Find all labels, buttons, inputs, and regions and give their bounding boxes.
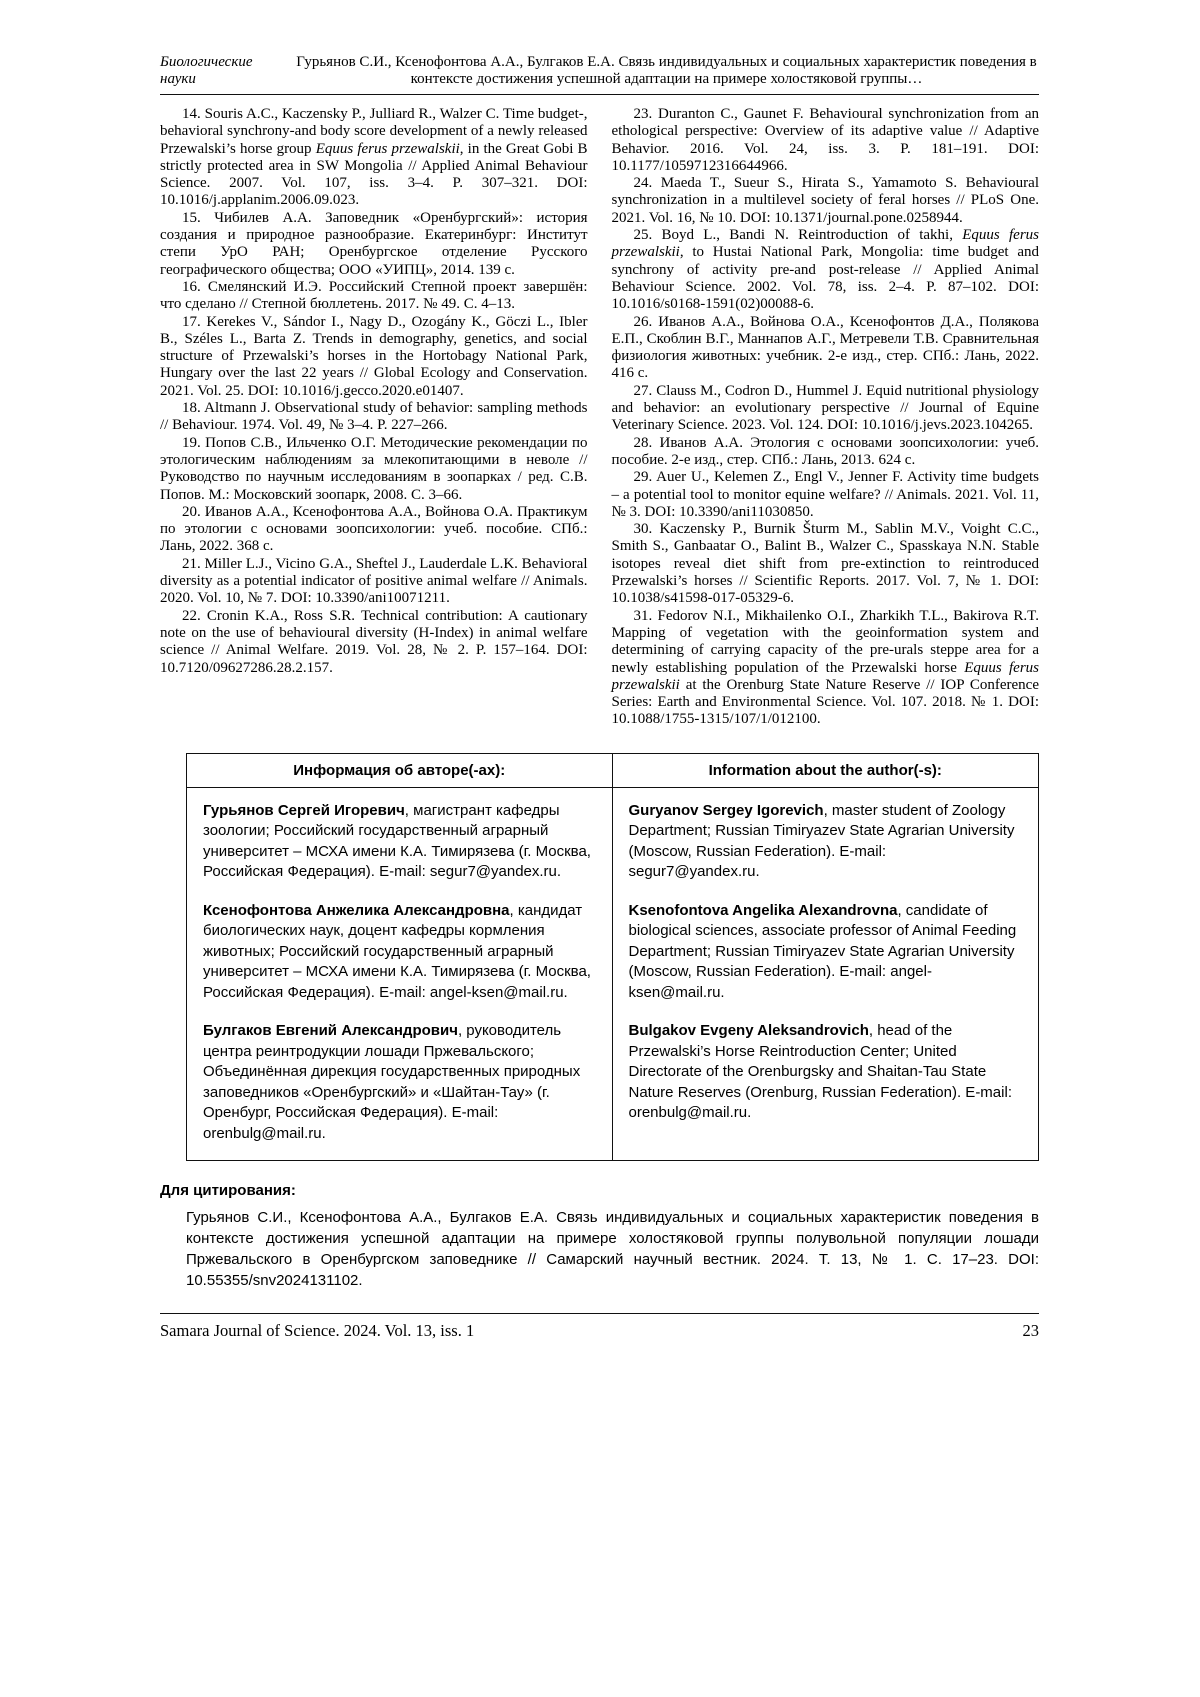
authors-info-table <box>186 753 1039 1162</box>
reference-item: 18. Altmann J. Observational study of behavior: sampling methods // Behaviour. 1974. Vol. 49, № 3–4. P. 227–266. <box>160 400 588 434</box>
running-head-title: Гурьянов С.И., Ксенофонтова А.А., Булгаков Е.А. Связь индивидуальных и социальных характеристик поведения в контексте достижения успешной адаптации на примере холостяковой группы… <box>296 54 1037 87</box>
reference-item: 15. Чибилев А.А. Заповедник «Оренбургский»: история создания и природное разнообразие. Екатеринбург: Институт степи УрО РАН; Оренбургское отделение Русского географического общества; ООО «УИПЦ», 2014. 139 с. <box>160 209 588 278</box>
references-section <box>160 106 1039 729</box>
header-rule <box>160 94 1039 95</box>
author-details-en: , master student of Zoology Department; Russian Timiryazev State Agrarian University (Moscow, Russian Federation). E-mail: segur7@yandex.ru. <box>628 801 1015 881</box>
reference-item: 21. Miller L.J., Vicino G.A., Sheftel J., Lauderdale L.K. Behavioral diversity as a potential indicator of positive animal welfare // Animals. 2020. Vol. 10, № 7. DOI: 10.3390/ani10071211. <box>160 555 588 607</box>
author-info-en <box>613 1012 1039 1160</box>
reference-item: 24. Maeda T., Sueur S., Hirata S., Yamamoto S. Behavioural synchronization in a multilevel society of feral horses // PLoS One. 2021. Vol. 16, № 10. DOI: 10.1371/journal.pone.0258944. <box>611 175 1039 226</box>
author-name-ru: Ксенофонтова Анжелика Александровна <box>203 901 510 919</box>
references-right-column <box>612 106 1040 729</box>
reference-item: 28. Иванов А.А. Этология с основами зоопсихологии: учеб. пособие. 2-е изд., стер. СПб.: Лань, 2013. 624 с. <box>611 434 1039 468</box>
reference-item: 22. Cronin K.A., Ross S.R. Technical contribution: A cautionary note on the use of behavioural diversity (H-Index) in animal welfare science // Animal Welfare. 2019. Vol. 28, № 2. P. 157–164. DOI: 10.7120/09627286.28.2.157. <box>160 607 588 676</box>
running-head <box>160 54 1039 88</box>
reference-item: 27. Clauss M., Codron D., Hummel J. Equid nutritional physiology and behavior: an evolutionary perspective // Journal of Equine Veterinary Science. 2023. Vol. 124. DOI: 10.1016/j.jevs.2023.104265. <box>611 382 1039 434</box>
authors-table-header-ru: Информация об авторе(-ах): <box>187 754 613 788</box>
reference-item: 30. Kaczensky P., Burnik Šturm M., Sablin M.V., Voight C.C., Smith S., Ganbaatar O., Balint B., Walzer C., Spasskaya N.N. Stable isotopes reveal diet shift from pre-extinction to reintroduced Przewalski’s horses // Scientific Reports. 2017. Vol. 7, № 1. DOI: 10.1038/s41598-017-05329-6. <box>611 521 1039 607</box>
reference-item: 16. Смелянский И.Э. Российский Степной проект завершён: что сделано // Степной бюллетень. 2017. № 49. С. 4–13. <box>160 278 588 313</box>
references-left-column <box>160 106 588 729</box>
reference-item: 20. Иванов А.А., Ксенофонтова А.А., Войнова О.А. Практикум по этологии с основами зоопсихологии: учеб. пособие. СПб.: Лань, 2022. 368 с. <box>160 503 588 555</box>
citation-text: Гурьянов С.И., Ксенофонтова А.А., Булгаков Е.А. Связь индивидуальных и социальных характеристик поведения в контексте достижения успешной адаптации на примере холостяковой группы полувольной популяции лошади Пржевальского в Оренбургском заповеднике // Самарский научный вестник. 2024. Т. 13, № 1. С. 17–23. DOI: 10.55355/snv2024131102. <box>186 1209 1039 1290</box>
author-details-ru: , кандидат биологических наук, доцент кафедры кормления животных; Российский государственный аграрный университет – МСХА имени К.А. Тимирязева (г. Москва, Российская Федерация). E-mail: angel-ksen@mail.ru. <box>203 901 591 1001</box>
reference-item: 23. Duranton C., Gaunet F. Behavioural synchronization from an ethological perspective: Overview of its adaptive value // Adaptive Behavior. 2016. Vol. 24, iss. 3. P. 181–191. DOI: 10.1177/1059712316644966. <box>611 106 1039 174</box>
citation-label: Для цитирования: <box>160 1182 296 1200</box>
author-details-en: , head of the Przewalski’s Horse Reintroduction Center; United Directorate of the Orenburgsky and Shaitan-Tau State Nature Reserves (Orenburg, Russian Federation). E-mail: orenbulg@mail.ru. <box>628 1022 1012 1122</box>
author-info-en <box>613 892 1039 1013</box>
author-name-ru: Гурьянов Сергей Игоревич <box>203 801 405 819</box>
reference-item: 17. Kerekes V., Sándor I., Nagy D., Ozogány K., Göczi L., Ibler B., Széles L., Barta Z. Trends in demography, genetics, and social structure of Przewalski’s horses in the Hortobagy National Park, Hungary over the last 22 years // Global Ecology and Conservation. 2021. Vol. 25. DOI: 10.1016/j.gecco.2020.e01407. <box>160 313 588 399</box>
author-row <box>187 892 1038 1013</box>
authors-table-header-row <box>187 754 1038 788</box>
reference-item: 31. Fedorov N.I., Mikhailenko O.I., Zharkikh T.L., Bakirova R.T. Mapping of vegetation with the geoinformation system and determining of carrying capacity of the pre-urals steppe area for a newly establishing population of the Przewalski horse Equus ferus przewalskii at the Orenburg State Nature Reserve // IOP Conference Series: Earth and Environmental Science. Vol. 107. 2018. № 1. DOI: 10.1088/1755-1315/107/1/012100. <box>611 607 1040 728</box>
author-details-ru: , руководитель центра реинтродукции лошади Пржевальского; Объединённая дирекция государственных природных заповедников «Оренбургский» и «Шайтан-Тау» (г. Оренбург, Российская Федерация). E-mail: orenbulg@mail.ru. <box>203 1022 581 1142</box>
authors-table-header-en: Information about the author(-s): <box>613 754 1039 788</box>
footer-journal-title: Samara Journal of Science. 2024. Vol. 13, iss. 1 <box>160 1321 475 1341</box>
reference-item: 14. Souris A.C., Kaczensky P., Julliard R., Walzer C. Time budget-, behavioral synchrony-and body score development of a newly released Przewalski’s horse group Equus ferus przewalskii, in the Great Gobi B strictly protected area in SW Mongolia // Applied Animal Behaviour Science. 2007. Vol. 107, iss. 3–4. P. 307–321. DOI: 10.1016/j.applanim.2006.09.023. <box>160 106 588 209</box>
author-info-ru <box>187 1012 613 1160</box>
citation-section <box>160 1181 1039 1291</box>
author-details-ru: , магистрант кафедры зоологии; Российский государственный аграрный университет – МСХА имени К.А. Тимирязева (г. Москва, Российская Федерация). E-mail: segur7@yandex.ru. <box>203 801 591 881</box>
reference-item: 25. Boyd L., Bandi N. Reintroduction of takhi, Equus ferus przewalskii, to Hustai National Park, Mongolia: time budget and synchrony of activity pre-and post-release // Applied Animal Behaviour Science. 2002. Vol. 78, iss. 2–4. P. 87–102. DOI: 10.1016/s0168-1591(02)00088-6. <box>611 227 1040 313</box>
author-info-en <box>613 788 1039 892</box>
page-footer <box>160 1313 1039 1341</box>
reference-item: 29. Auer U., Kelemen Z., Engl V., Jenner F. Activity time budgets – a potential tool to monitor equine welfare? // Animals. 2021. Vol. 11, № 3. DOI: 10.3390/ani11030850. <box>611 469 1039 520</box>
author-name-en: Guryanov Sergey Igorevich <box>628 801 824 819</box>
reference-item: 26. Иванов А.А., Войнова О.А., Ксенофонтов Д.А., Полякова Е.П., Скоблин В.Г., Маннапов А.Г., Метревели Т.В. Сравнительная физиология животных: учебник. 2-е изд., стер. СПб.: Лань, 2022. 416 с. <box>611 313 1039 382</box>
running-head-section: Биологические науки <box>160 54 253 87</box>
author-info-ru <box>187 788 613 892</box>
author-name-en: Bulgakov Evgeny Aleksandrovich <box>628 1022 869 1040</box>
author-name-ru: Булгаков Евгений Александрович <box>203 1022 458 1040</box>
reference-item: 19. Попов С.В., Ильченко О.Г. Методические рекомендации по этологическим наблюдениям за млекопитающими в неволе // Руководство по научным исследованиям в зоопарках / ред. С.В. Попов. М.: Московский зоопарк, 2008. С. 3–66. <box>160 434 588 503</box>
author-name-en: Ksenofontova Angelika Alexandrovna <box>628 901 898 919</box>
author-row <box>187 1012 1038 1160</box>
author-info-ru <box>187 892 613 1013</box>
author-details-en: , candidate of biological sciences, associate professor of Animal Feeding Department; Russian Timiryazev State Agrarian University (Moscow, Russian Federation). E-mail: angel-ksen@mail.ru. <box>628 901 1017 1001</box>
footer-page-number: 23 <box>1022 1321 1039 1341</box>
author-row <box>187 788 1038 892</box>
